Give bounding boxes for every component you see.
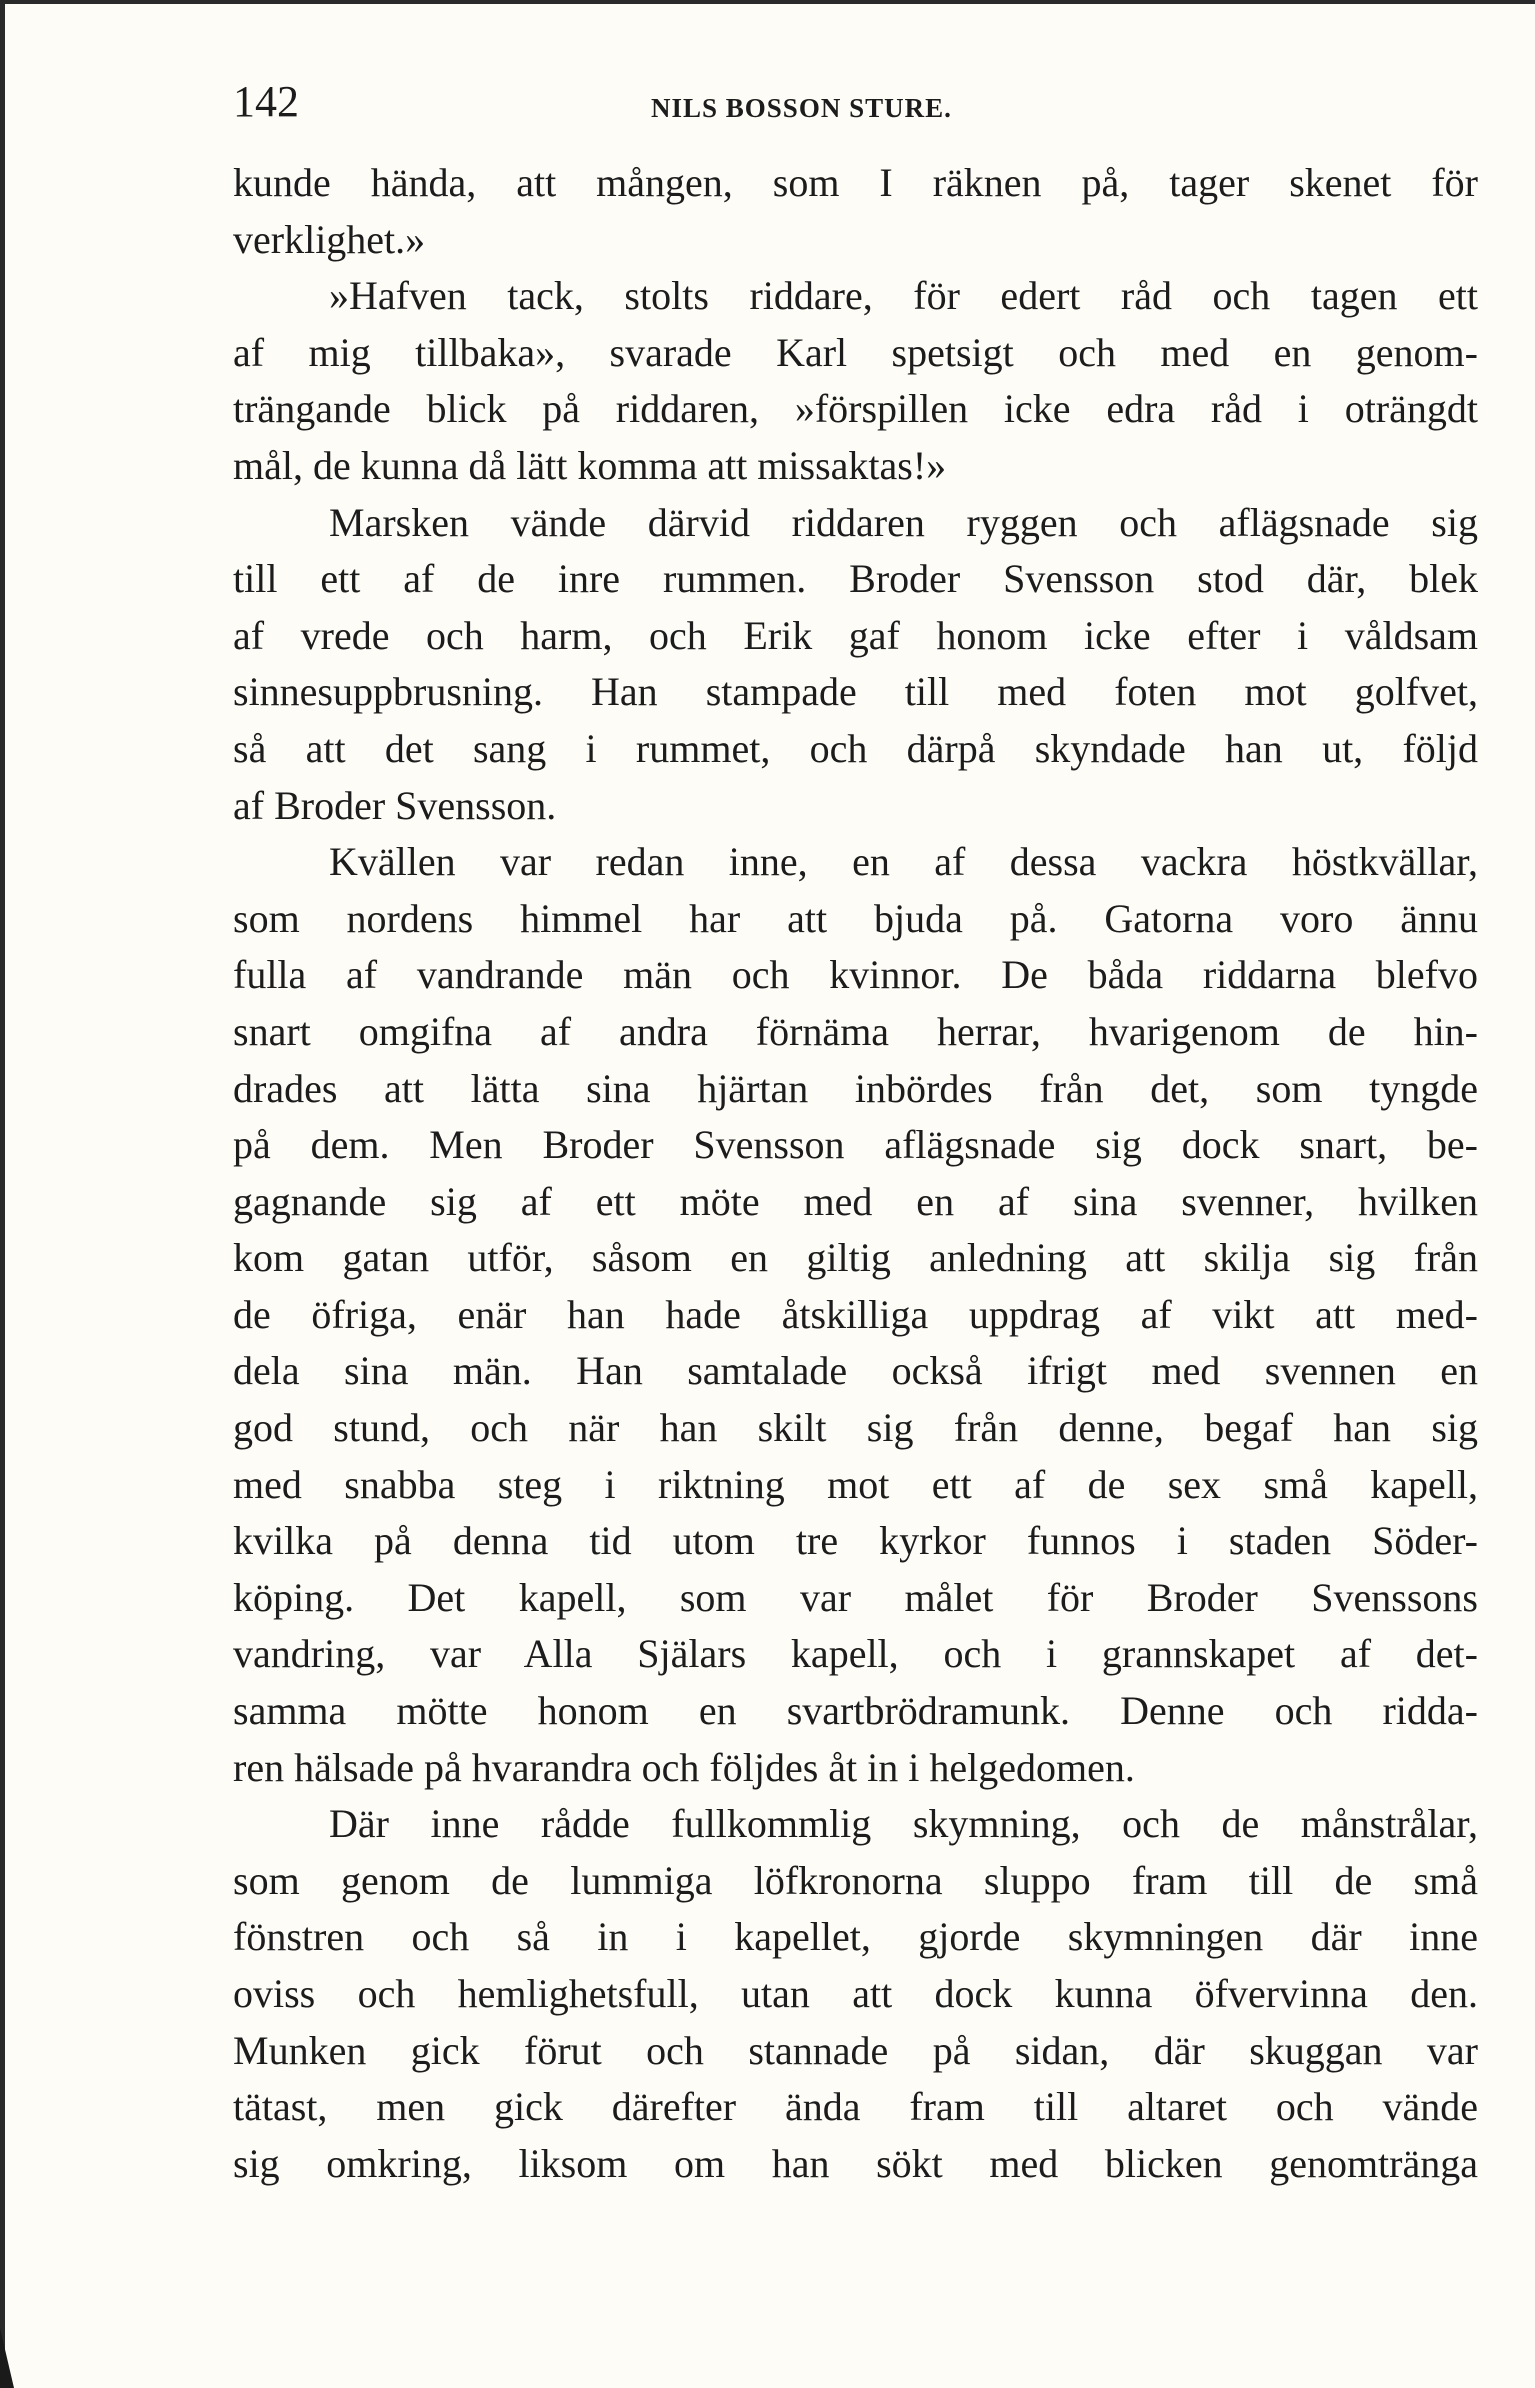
text-line: kom gatan utför, såsom en giltig anledning att skilja sig från	[233, 1235, 1478, 1281]
text-line: Marsken vände därvid riddaren ryggen och aflägsnade sig	[329, 499, 1478, 545]
text-line: dela sina män. Han samtalade också ifrigt med svennen en	[233, 1348, 1478, 1394]
text-line: trängande blick på riddaren, »förspillen icke edra råd i oträngdt	[233, 386, 1478, 432]
page-number: 142	[233, 77, 299, 126]
text-line: fönstren och så in i kapellet, gjorde skymningen där inne	[233, 1914, 1478, 1960]
text-line: gagnande sig af ett möte med en af sina svenner, hvilken	[233, 1178, 1478, 1224]
text-line: tätast, men gick därefter ända fram till altaret och vände	[233, 2084, 1478, 2130]
text-line: med snabba steg i riktning mot ett af de sex små kapell,	[233, 1461, 1478, 1507]
text-line: oviss och hemlighetsfull, utan att dock kunna öfvervinna den.	[233, 1971, 1478, 2016]
text-line: Munken gick förut och stannade på sidan, där skuggan var	[233, 2027, 1478, 2073]
text-line: god stund, och när han skilt sig från denne, begaf han sig	[233, 1405, 1478, 1451]
text-line: Där inne rådde fullkommlig skymning, och de månstrålar,	[329, 1801, 1478, 1847]
text-line: på dem. Men Broder Svensson aflägsnade sig dock snart, be-	[233, 1122, 1478, 1168]
text-line: ren hälsade på hvarandra och följdes åt in i helgedomen.	[233, 1744, 1135, 1790]
text-line: köping. Det kapell, som var målet för Broder Svenssons	[233, 1574, 1478, 1620]
running-head	[233, 72, 1478, 132]
page-edge-left	[0, 0, 5, 2388]
text-line: verklighet.»	[233, 216, 426, 262]
text-line: vandring, var Alla Själars kapell, och i grannskapet af det-	[233, 1631, 1478, 1677]
text-line: af mig tillbaka», svarade Karl spetsigt och med en genom-	[233, 329, 1478, 375]
text-line: mål, de kunna då lätt komma att missaktas!»	[233, 442, 947, 488]
text-line: de öfriga, enär han hade åtskilliga uppdrag af vikt att med-	[233, 1291, 1478, 1337]
text-line: drades att lätta sina hjärtan inbördes från det, som tyngde	[233, 1065, 1478, 1111]
text-line: kunde hända, att mången, som I räknen på, tager skenet för	[233, 160, 1478, 205]
text-line: kvilka på denna tid utom tre kyrkor funnos i staden Söder-	[233, 1518, 1478, 1564]
text-line: snart omgifna af andra förnäma herrar, hvarigenom de hin-	[233, 1008, 1478, 1054]
text-line: samma mötte honom en svartbrödramunk. Denne och ridda-	[233, 1688, 1478, 1734]
text-line: fulla af vandrande män och kvinnor. De båda riddarna blefvo	[233, 952, 1478, 998]
text-line: som genom de lummiga löfkronorna sluppo fram till de små	[233, 1857, 1478, 1903]
text-line: sinnesuppbrusning. Han stampade till med foten mot golfvet,	[233, 669, 1478, 715]
running-title: NILS BOSSON STURE.	[651, 93, 952, 123]
text-line: Kvällen var redan inne, en af dessa vackra höstkvällar,	[329, 839, 1478, 885]
text-line: till ett af de inre rummen. Broder Svensson stod där, blek	[233, 556, 1478, 602]
text-line: af vrede och harm, och Erik gaf honom icke efter i våldsam	[233, 612, 1478, 658]
text-line: af Broder Svensson.	[233, 782, 557, 828]
text-line: som nordens himmel har att bjuda på. Gatorna voro ännu	[233, 895, 1478, 941]
body-text	[233, 155, 1478, 2192]
page-edge-top	[0, 0, 1535, 4]
text-line: sig omkring, liksom om han sökt med blicken genomtränga	[233, 2140, 1478, 2186]
text-line: »Hafven tack, stolts riddare, för edert råd och tagen ett	[329, 273, 1478, 319]
page-corner	[0, 2328, 14, 2388]
text-line: så att det sang i rummet, och därpå skyndade han ut, följd	[233, 725, 1478, 771]
